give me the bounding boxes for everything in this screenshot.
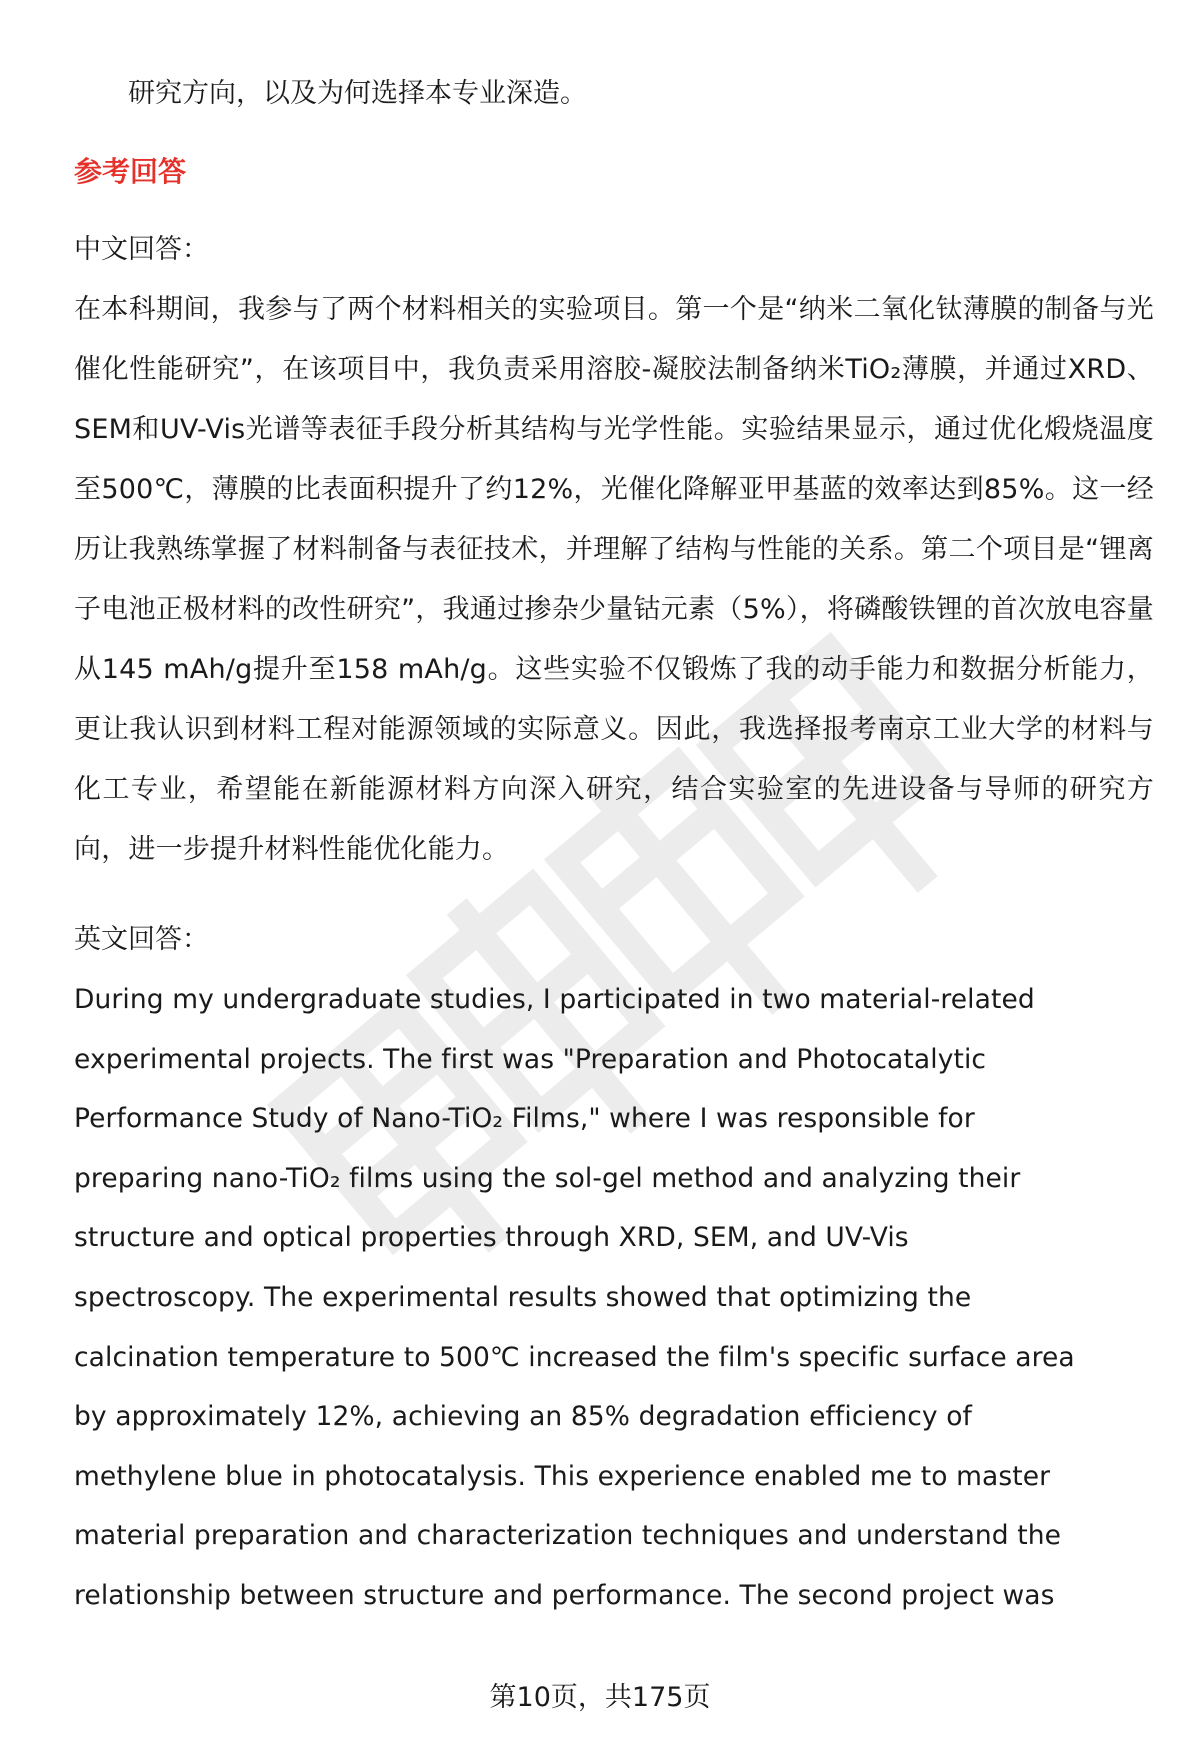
english-answer-line: calcination temperature to 500℃ increased the film's specific surface area xyxy=(74,1341,1075,1373)
english-answer-label: 英文回答： xyxy=(74,924,209,955)
english-answer-line: structure and optical properties through XRD, SEM, and UV-Vis xyxy=(74,1222,909,1254)
chinese-answer-label: 中文回答： xyxy=(74,234,209,265)
continued-question-line: 研究方向，以及为何选择本专业深造。 xyxy=(128,78,587,109)
english-answer-paragraph xyxy=(74,970,1154,1626)
reference-answer-heading: 参考回答 xyxy=(74,155,187,188)
page-number-footer: 第10页，共175页 xyxy=(489,1682,711,1713)
english-answer-line: material preparation and characterization techniques and understand the xyxy=(74,1520,1062,1552)
english-answer-line: preparing nano-TiO₂ films using the sol-gel method and analyzing their xyxy=(74,1162,1021,1194)
english-answer-line: by approximately 12%, achieving an 85% degradation efficiency of xyxy=(74,1401,972,1433)
english-answer-line: During my undergraduate studies, I participated in two material-related xyxy=(74,984,1035,1015)
main-content xyxy=(74,64,1154,1626)
english-answer-line: experimental projects. The first was "Preparation and Photocatalytic xyxy=(74,1043,987,1075)
english-answer-line: spectroscopy. The experimental results showed that optimizing the xyxy=(74,1281,972,1313)
chinese-answer-paragraph: 在本科期间，我参与了两个材料相关的实验项目。第一个是“纳米二氧化钛薄膜的制备与光催化性能研究”，在该项目中，我负责采用溶胶-凝胶法制备纳米TiO₂薄膜，并通过XRD、SEM和UV-Vis光谱等表征手段分析其结构与光学性能。实验结果显示，通过优化煅烧温度至500℃，薄膜的比表面积提升了约12%，光催化降解亚甲基蓝的效率达到85%。这一经历让我熟练掌握了材料制备与表征技术，并理解了结构与性能的关系。第二个项目是“锂离子电池正极材料的改性研究”，我通过掺杂少量钴元素（5%），将磷酸铁锂的首次放电容量从145 mAh/g提升至158 mAh/g。这些实验不仅锻炼了我的动手能力和数据分析能力，更让我认识到材料工程对能源领域的实际意义。因此，我选择报考南京工业大学的材料与化工专业，希望能在新能源材料方向深入研究，结合实验室的先进设备与导师的研究方向，进一步提升材料性能优化能力。 xyxy=(74,294,1154,865)
english-answer-line: methylene blue in photocatalysis. This experience enabled me to master xyxy=(74,1460,1051,1492)
english-answer-line: Performance Study of Nano-TiO₂ Films," where I was responsible for xyxy=(74,1103,975,1135)
english-answer-line: relationship between structure and performance. The second project was xyxy=(74,1579,1055,1611)
